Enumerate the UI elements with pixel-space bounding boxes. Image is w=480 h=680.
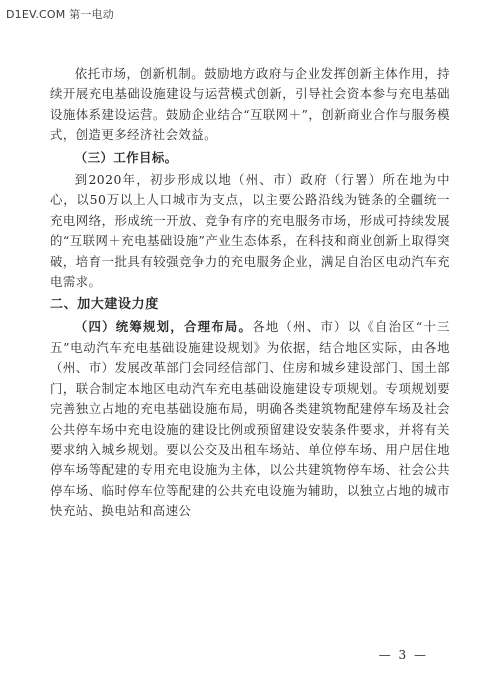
page-number: — 3 —	[378, 648, 428, 662]
document-body	[50, 64, 450, 522]
section-planning-title: （四）统筹规划，合理布局。	[74, 319, 253, 335]
heading-increase-construction: 二、加大建设力度	[50, 297, 159, 313]
watermark-text: D1EV.COM 第一电动	[6, 8, 114, 21]
section-work-goals-title: （三）工作目标。	[74, 149, 178, 165]
paragraph-work-goals: 到2020年，初步形成以地（州、市）政府（行署）所在地为中心，以50万以上人口城市为支点，以主要公路沿线为链条的全疆统一充电网络，形成统一开放、竞争有序的充电服务市场，形成可持续发展的“互联网＋充电基础设施”产业生态体系，在科技和商业创新上取得突破，培育一批具有较强竞争力的充电服务企业，满足自治区电动汽车充电需求。	[50, 172, 450, 290]
paragraph-planning-text: 各地（州、市）以《自治区“十三五”电动汽车充电基础设施建设规划》为依据，结合地区实际，由各地（州、市）发展改革部门会同经信部门、住房和城乡建设部门、国土部门，联合制定本地区电动汽车充电基础设施建设专项规划。专项规划要完善独立占地的充电基础设施布局，明确各类建筑物配建停车场及社会公共停车场中充电设施的建设比例或预留建设安装条件要求，并将有关要求纳入城乡规划。要以公交及出租车场站、单位停车场、用户居住地停车场等配建的专用充电设施为主体，以公共建筑物停车场、社会公共停车场、临时停车位等配建的公共充电设施为辅助，以独立占地的城市快充站、换电站和高速公	[50, 319, 450, 519]
paragraph-market-mechanism: 依托市场，创新机制。鼓励地方政府与企业发挥创新主体作用，持续开展充电基础设施建设与运营模式创新，引导社会资本参与充电基础设施体系建设运营。鼓励企业结合“互联网＋”，创新商业合作与服务模式，创造更多经济社会效益。	[50, 66, 450, 143]
paragraph-planning-layout	[50, 317, 450, 521]
